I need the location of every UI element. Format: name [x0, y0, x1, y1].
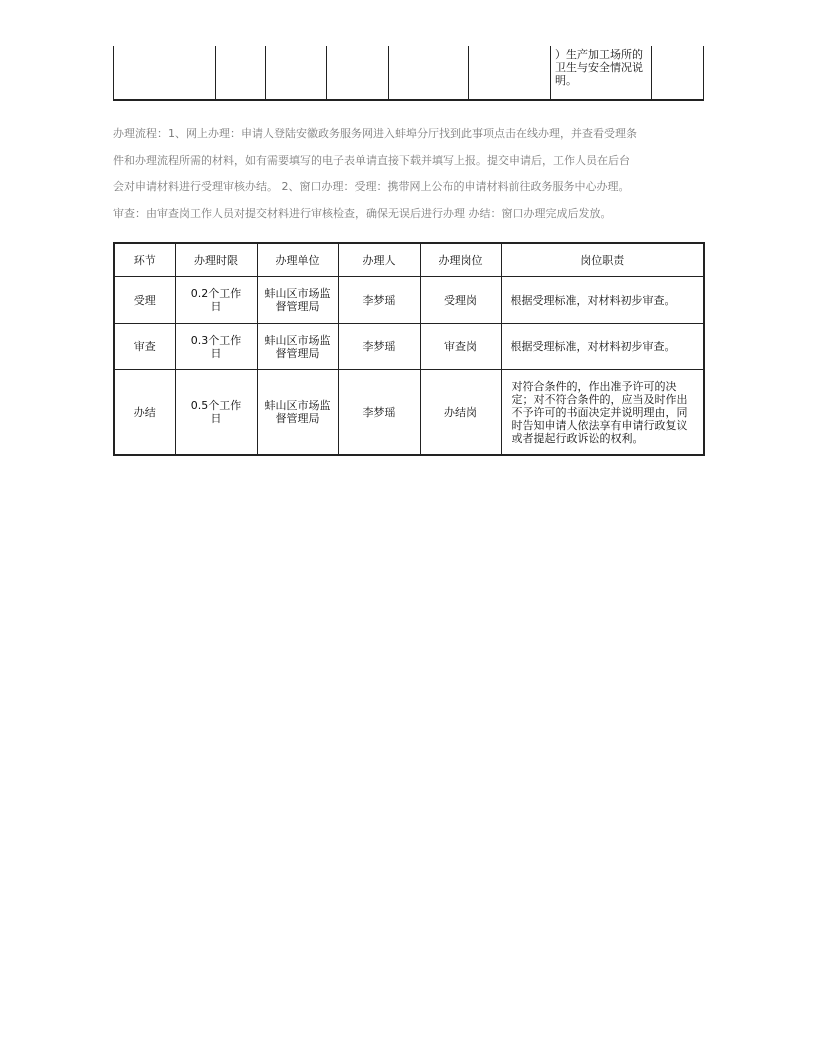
table-cell: [469, 46, 551, 100]
unit-text: 蚌山区市场监督管理局: [264, 287, 331, 313]
stage-cell: 办结: [114, 370, 175, 456]
duty-cell: 根据受理标准，对材料初步审查。: [501, 277, 704, 324]
table-cell: [652, 46, 704, 100]
header-post: 办理岗位: [420, 243, 501, 277]
handler-cell: 李梦瑶: [338, 277, 420, 324]
post-cell: 办结岗: [420, 370, 501, 456]
header-time-limit: 办理时限: [175, 243, 257, 277]
unit-text: 蚌山区市场监督管理局: [264, 399, 331, 425]
post-cell: 受理岗: [420, 277, 501, 324]
unit-cell: [257, 324, 338, 370]
time-limit-cell: [175, 324, 257, 370]
table-row: [114, 46, 704, 100]
time-limit-cell: [175, 370, 257, 456]
process-line: 审查：由审查岗工作人员对提交材料进行审核检查，确保无误后进行办理 办结：窗口办理完成后发放。: [113, 206, 612, 220]
table-cell: [114, 46, 216, 100]
handler-cell: 李梦瑶: [338, 324, 420, 370]
time-limit-cell: [175, 277, 257, 324]
stage-cell: 受理: [114, 277, 175, 324]
table-row: [114, 370, 704, 456]
header-unit: 办理单位: [257, 243, 338, 277]
table-cell: [216, 46, 266, 100]
unit-cell: [257, 370, 338, 456]
process-line: 件和办理流程所需的材料，如有需要填写的电子表单请直接下载并填写上报。提交申请后，工作人员在后台: [113, 153, 630, 167]
handler-cell: 李梦瑶: [338, 370, 420, 456]
stage-cell: 审查: [114, 324, 175, 370]
material-note-cell: ）生产加工场所的卫生与安全情况说明。: [551, 46, 652, 100]
table-cell: [266, 46, 327, 100]
table-row: [114, 277, 704, 324]
time-limit-text: 0.5个工作日: [190, 399, 242, 425]
time-limit-text: 0.2个工作日: [190, 287, 242, 313]
table-cell: [389, 46, 469, 100]
header-handler: 办理人: [338, 243, 420, 277]
header-stage: 环节: [114, 243, 175, 277]
materials-table-continuation: [113, 46, 704, 101]
process-table: [113, 242, 705, 456]
table-cell: [327, 46, 389, 100]
header-duty: 岗位职责: [501, 243, 704, 277]
post-cell: 审查岗: [420, 324, 501, 370]
process-line: 会对申请材料进行受理审核办结。 2、窗口办理：受理：携带网上公布的申请材料前往政务服务中心办理。: [113, 180, 630, 193]
process-description: [113, 121, 713, 227]
table-header-row: [114, 243, 704, 277]
table-row: [114, 324, 704, 370]
duty-cell: 对符合条件的，作出准予许可的决定；对不符合条件的，应当及时作出不予许可的书面决定并说明理由，同时告知申请人依法享有申请行政复议或者提起行政诉讼的权利。: [501, 370, 704, 456]
unit-text: 蚌山区市场监督管理局: [264, 333, 331, 360]
time-limit-text: 0.3个工作日: [190, 333, 242, 360]
duty-cell: 根据受理标准，对材料初步审查。: [501, 324, 704, 370]
process-line: 办理流程：1、网上办理：申请人登陆安徽政务服务网进入蚌埠分厅找到此事项点击在线办理，并查看受理条: [113, 127, 637, 140]
unit-cell: [257, 277, 338, 324]
